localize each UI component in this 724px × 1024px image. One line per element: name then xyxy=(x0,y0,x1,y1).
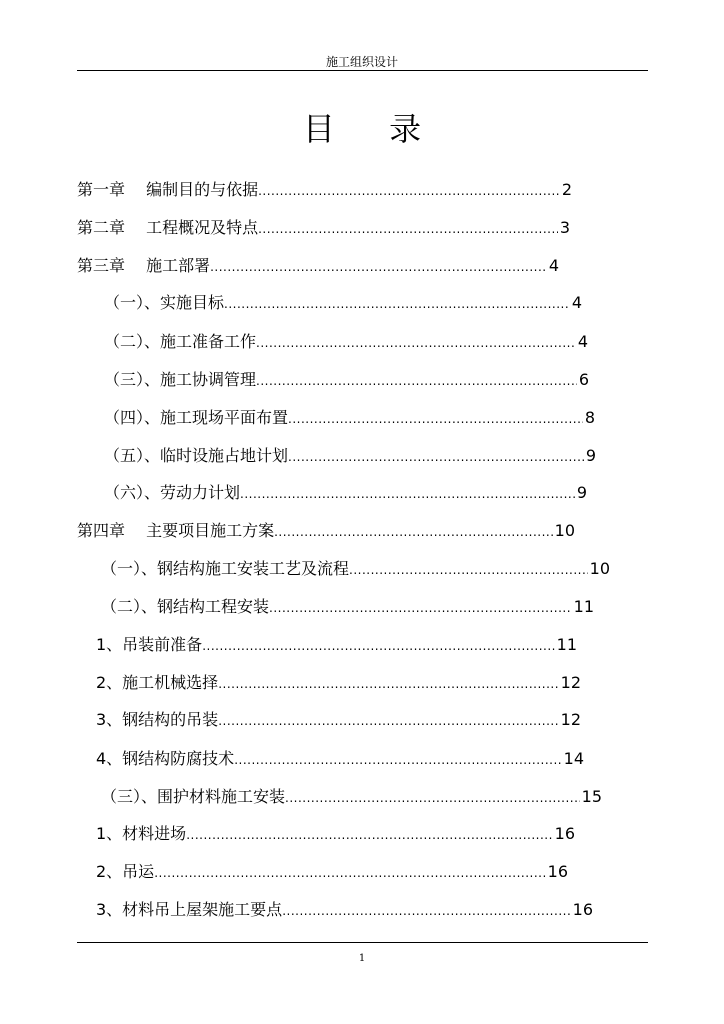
toc-entry[interactable] xyxy=(96,633,577,657)
toc-entry[interactable] xyxy=(104,291,582,315)
toc-entry-page: 4 xyxy=(577,332,588,351)
toc-entry-label: （五）、临时设施占地计划 xyxy=(104,446,289,465)
toc-entry[interactable] xyxy=(104,330,588,354)
toc-dot-leader xyxy=(258,179,560,203)
toc-entry-page: 11 xyxy=(573,597,594,616)
toc-entry[interactable] xyxy=(104,406,595,430)
toc-entry-label: 2、吊运 xyxy=(96,862,155,881)
toc-entry-label: （四）、施工现场平面布置 xyxy=(104,408,289,427)
toc-entry-label: 4、钢结构防腐技术 xyxy=(96,749,235,768)
toc-entry[interactable] xyxy=(96,822,575,846)
toc-entry[interactable] xyxy=(77,519,575,543)
toc-entry-page: 16 xyxy=(547,862,568,881)
toc-dot-leader xyxy=(269,596,572,620)
toc-dot-leader xyxy=(256,369,577,393)
toc-entry[interactable] xyxy=(77,216,570,240)
toc-entry-label: （一）、实施目标 xyxy=(104,293,225,312)
toc-entry-label: （三）、施工协调管理 xyxy=(104,370,257,389)
toc-dot-leader xyxy=(258,217,558,241)
toc-entry-page: 12 xyxy=(560,710,581,729)
toc-dot-leader xyxy=(274,520,553,544)
toc-entry-label: 第一章 编制目的与依据 xyxy=(77,180,259,199)
page-title: 目 录 xyxy=(302,110,444,148)
toc-entry-page: 10 xyxy=(554,521,575,540)
toc-dot-leader xyxy=(186,823,552,847)
toc-entry-page: 16 xyxy=(554,824,575,843)
toc-entry-page: 8 xyxy=(584,408,595,427)
toc-dot-leader xyxy=(202,634,554,658)
toc-dot-leader xyxy=(218,672,558,696)
toc-entry-page: 16 xyxy=(572,900,593,919)
toc-entry-page: 9 xyxy=(585,446,596,465)
toc-entry[interactable] xyxy=(77,254,559,278)
toc-entry-label: 2、施工机械选择 xyxy=(96,673,219,692)
toc-entry-label: （六）、劳动力计划 xyxy=(104,483,241,502)
toc-entry-label: 1、吊装前准备 xyxy=(96,635,203,654)
toc-entry[interactable] xyxy=(104,368,589,392)
toc-dot-leader xyxy=(224,292,570,316)
toc-entry-page: 3 xyxy=(559,218,570,237)
toc-entry-label: 第三章 施工部署 xyxy=(77,256,211,275)
toc-entry[interactable] xyxy=(96,747,584,771)
toc-entry-label: 1、材料进场 xyxy=(96,824,187,843)
toc-entry-label: （二）、施工准备工作 xyxy=(104,332,257,351)
toc-entry-page: 12 xyxy=(560,673,581,692)
footer-divider xyxy=(77,942,648,943)
toc-entry-page: 14 xyxy=(563,749,584,768)
toc-entry[interactable] xyxy=(96,671,581,695)
toc-entry-label: 3、钢结构的吊装 xyxy=(96,710,219,729)
toc-entry-label: （二）、钢结构工程安装 xyxy=(101,597,270,616)
toc-entry[interactable] xyxy=(104,444,596,468)
toc-dot-leader xyxy=(349,558,588,582)
toc-entry-page: 4 xyxy=(571,293,582,312)
toc-entry[interactable] xyxy=(96,860,568,884)
toc-entry[interactable] xyxy=(101,595,594,619)
toc-entry-page: 4 xyxy=(548,256,559,275)
toc-entry-page: 15 xyxy=(581,787,602,806)
toc-entry-label: （一）、钢结构施工安装工艺及流程 xyxy=(101,559,350,578)
toc-entry-page: 11 xyxy=(556,635,577,654)
toc-entry-page: 10 xyxy=(589,559,610,578)
toc-dot-leader xyxy=(240,482,575,506)
toc-entry-page: 2 xyxy=(561,180,572,199)
toc-dot-leader xyxy=(282,899,570,923)
toc-dot-leader xyxy=(288,445,584,469)
toc-entry[interactable] xyxy=(104,481,587,505)
toc-entry-page: 9 xyxy=(576,483,587,502)
toc-dot-leader xyxy=(288,407,583,431)
page-number: 1 xyxy=(358,953,366,964)
toc-dot-leader xyxy=(210,255,547,279)
toc-entry-label: （三）、围护材料施工安装 xyxy=(101,787,286,806)
toc-entry[interactable] xyxy=(96,708,581,732)
toc-dot-leader xyxy=(154,861,545,885)
toc-entry-label: 第四章 主要项目施工方案 xyxy=(77,521,275,540)
toc-dot-leader xyxy=(218,709,558,733)
toc-dot-leader xyxy=(256,331,576,355)
toc-entry[interactable] xyxy=(77,178,572,202)
toc-entry-label: 第二章 工程概况及特点 xyxy=(77,218,259,237)
toc-entry[interactable] xyxy=(101,557,610,581)
toc-dot-leader xyxy=(285,786,580,810)
toc-entry[interactable] xyxy=(101,785,602,809)
toc-dot-leader xyxy=(234,748,561,772)
header-title: 施工组织设计 xyxy=(325,55,398,69)
toc-entry-label: 3、材料吊上屋架施工要点 xyxy=(96,900,283,919)
toc-entry[interactable] xyxy=(96,898,593,922)
toc-entry-page: 6 xyxy=(578,370,589,389)
